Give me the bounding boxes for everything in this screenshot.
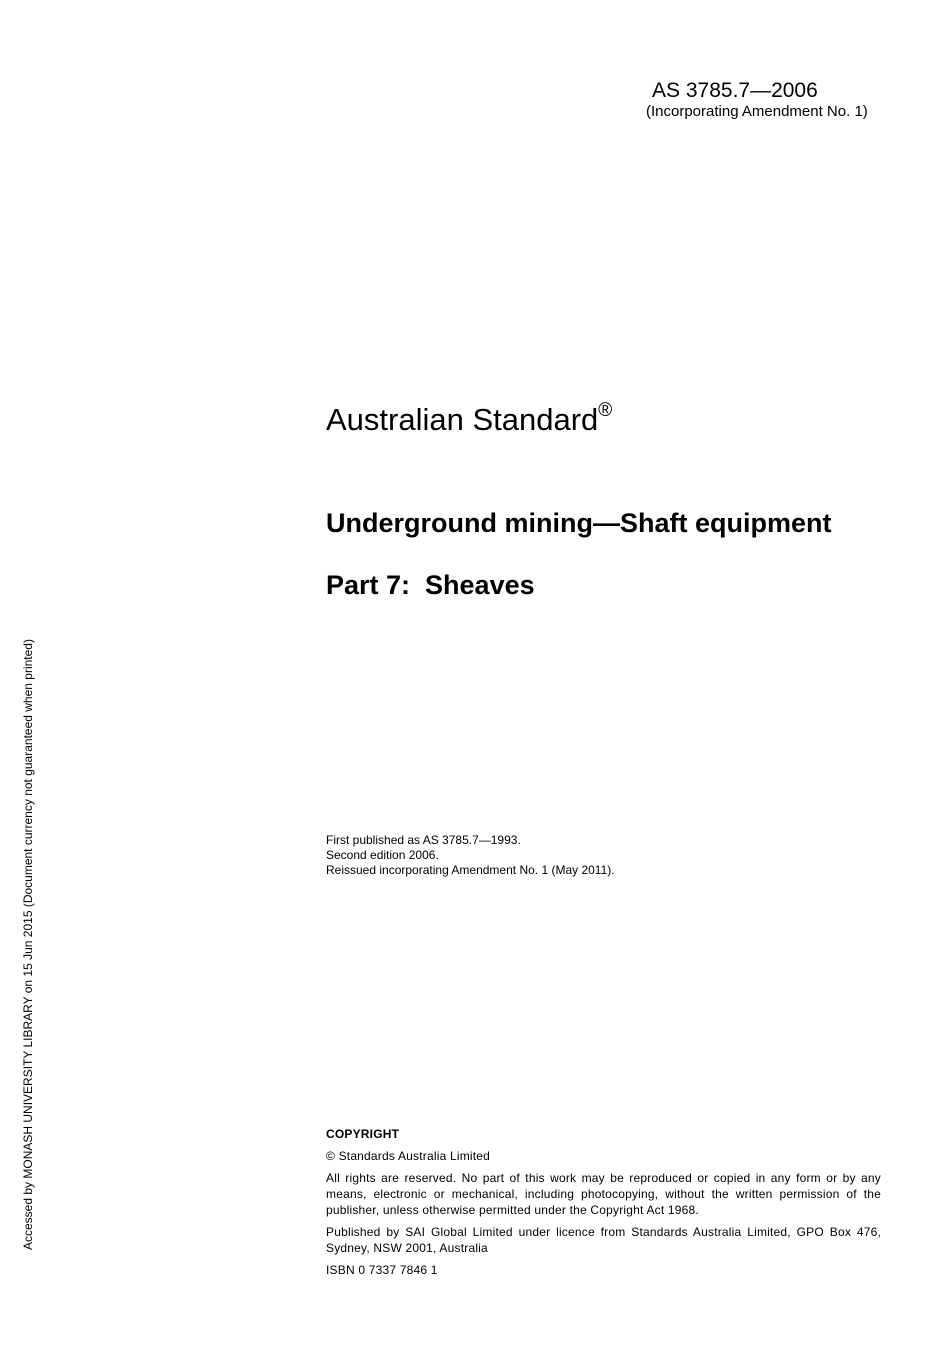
copyright-block [326, 1126, 881, 1284]
history-line: First published as AS 3785.7—1993. [326, 833, 521, 847]
registered-mark: ® [598, 400, 613, 421]
isbn: ISBN 0 7337 7846 1 [326, 1263, 438, 1277]
history-line: Second edition 2006. [326, 848, 439, 862]
document-subtitle: Part 7: Sheaves [326, 570, 535, 600]
copyright-publisher: Published by SAI Global Limited under licence from Standards Australia Limited, GPO Box 476, Sydney, NSW 2001, Australia [326, 1225, 881, 1255]
publication-history [326, 833, 615, 878]
history-line: Reissued incorporating Amendment No. 1 (May 2011). [326, 863, 615, 877]
series-name: Australian Standard [326, 402, 599, 437]
document-title: Underground mining—Shaft equipment [326, 508, 832, 538]
standard-number: AS 3785.7—2006 [652, 79, 818, 102]
copyright-heading: COPYRIGHT [326, 1127, 400, 1141]
amendment-note: (Incorporating Amendment No. 1) [646, 103, 868, 120]
copyright-holder: © Standards Australia Limited [326, 1149, 491, 1163]
access-watermark: Accessed by MONASH UNIVERSITY LIBRARY on 15 Jun 2015 (Document currency not guaranteed when printed) [21, 639, 35, 1250]
series-title [326, 398, 612, 442]
copyright-rights: All rights are reserved. No part of this work may be reproduced or copied in any form or by any means, electronic or mechanical, including photocopying, without the written permission of the publisher, unless otherwise permitted under the Copyright Act 1968. [326, 1171, 881, 1217]
